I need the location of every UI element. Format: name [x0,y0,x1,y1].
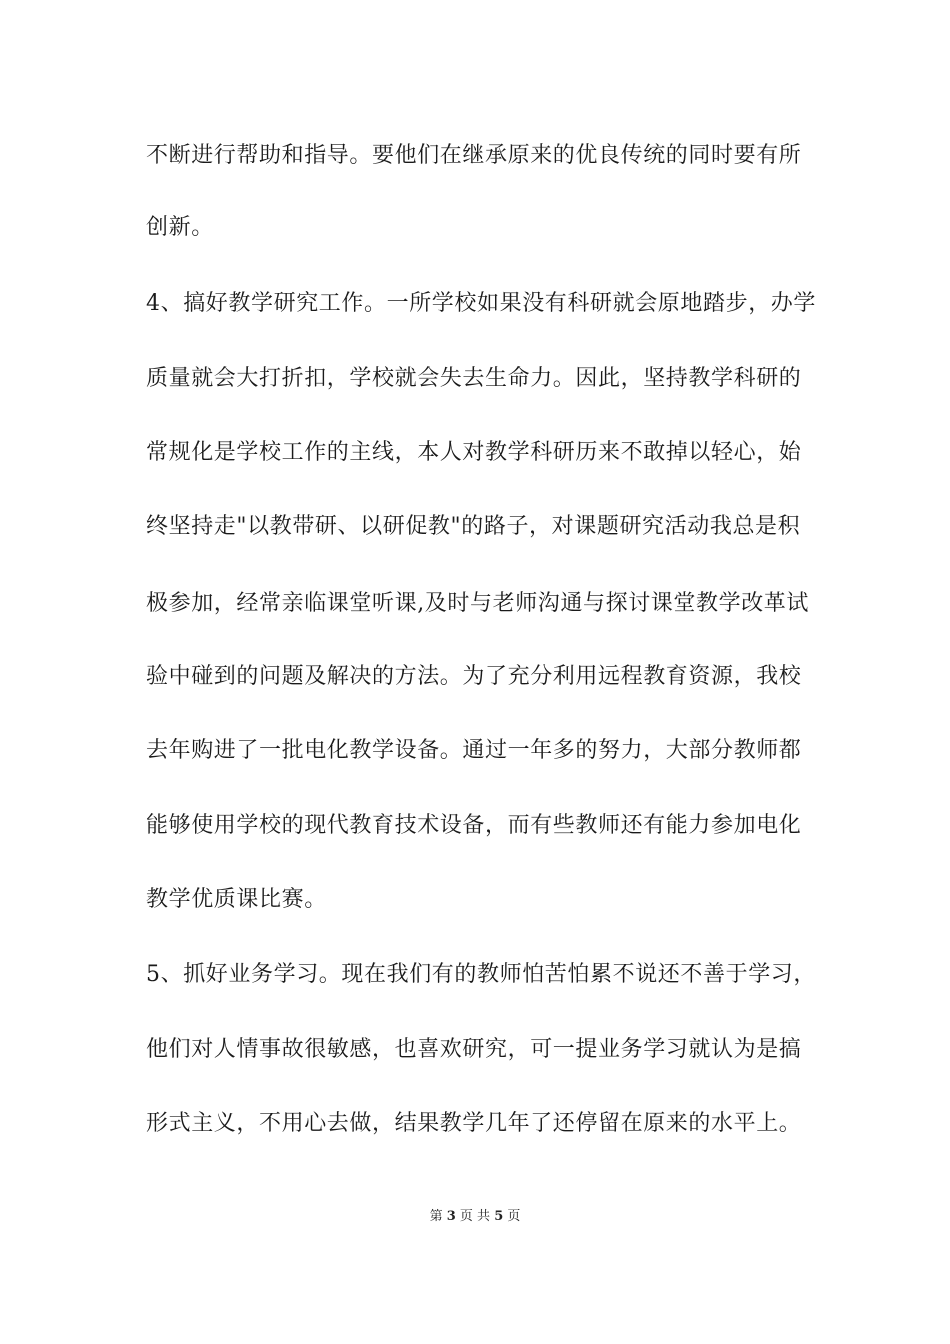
text-line: 验中碰到的问题及解决的方法。为了充分利用远程教育资源，我校 [146,664,802,689]
text-line: 质量就会大打折扣，学校就会失去生命力。因此，坚持教学科研的 [146,366,802,391]
footer-middle: 页 共 [459,1209,491,1224]
footer-prefix: 第 [429,1209,443,1224]
text-line: 常规化是学校工作的主线，本人对教学科研历来不敢掉以轻心，始 [146,440,802,465]
page-footer [0,1208,950,1226]
text-line: 形式主义，不用心去做，结果教学几年了还停留在原来的水平上。 [146,1111,802,1136]
text-line: 去年购进了一批电化教学设备。通过一年多的努力，大部分教师都 [146,738,802,763]
text-line: 不断进行帮助和指导。要他们在继承原来的优良传统的同时要有所 [146,143,802,168]
total-pages-number: 5 [494,1209,504,1224]
text-line: 终坚持走"以教带研、以研促教"的路子，对课题研究活动我总是积 [146,514,801,539]
text-line: 5、抓好业务学习。现在我们有的教师怕苦怕累不说还不善于学习， [146,962,816,987]
text-line: 他们对人情事故很敏感，也喜欢研究，可一提业务学习就认为是搞 [146,1037,802,1062]
text-line: 4、搞好教学研究工作。一所学校如果没有科研就会原地踏步，办学 [146,291,816,316]
footer-suffix: 页 [507,1209,521,1224]
text-line: 教学优质课比赛。 [146,887,327,912]
text-line: 能够使用学校的现代教育技术设备，而有些教师还有能力参加电化 [146,813,802,838]
text-line: 创新。 [146,215,214,240]
current-page-number: 3 [446,1209,456,1224]
text-line: 极参加，经常亲临课堂听课,及时与老师沟通与探讨课堂教学改革试 [146,591,809,616]
